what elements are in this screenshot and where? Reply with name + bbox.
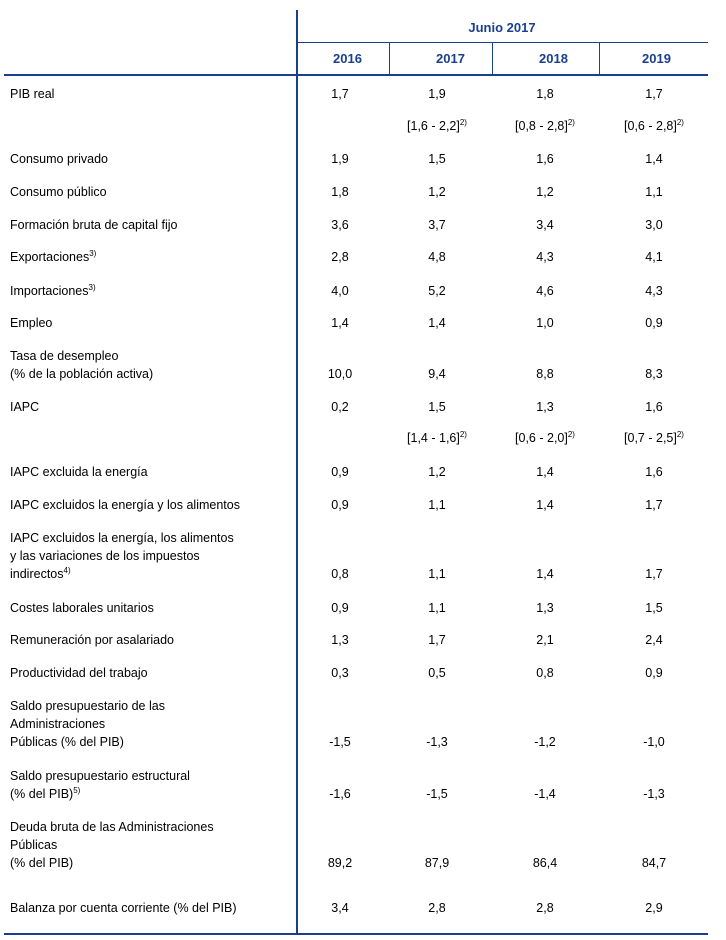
row-value: -1,0	[643, 735, 665, 749]
row-value: 0,9	[331, 498, 349, 512]
row-value: 89,2	[327, 856, 353, 870]
row-label: Públicas	[10, 838, 58, 852]
row-value: 1,4	[536, 567, 554, 581]
row-value: 0,9	[645, 666, 663, 680]
row-value: 1,6	[645, 465, 663, 479]
footnote-mark: 2)	[676, 429, 684, 439]
row-value: [1,6 - 2,2]$^{2)}$	[407, 117, 467, 133]
row-value: 2,8	[331, 250, 349, 264]
row-value: 86,4	[532, 856, 558, 870]
row-label: Costes laborales unitarios	[10, 601, 154, 615]
row-value: 1,1	[428, 498, 446, 512]
row-value: 3,4	[331, 901, 349, 915]
row-value: 0,9	[331, 601, 349, 615]
row-label: Remuneración por asalariado	[10, 633, 174, 647]
row-value: 8,3	[645, 367, 663, 381]
footnote-mark: 3)	[89, 248, 97, 258]
row-value: 87,9	[424, 856, 450, 870]
row-label: IAPC excluidos la energía y los alimentos	[10, 498, 240, 512]
row-value: 0,8	[536, 666, 554, 680]
row-label: (% de la población activa)	[10, 367, 154, 381]
footnote-mark: 2)	[567, 429, 575, 439]
row-value: 1,6	[645, 400, 663, 414]
row-value: 1,7	[645, 87, 663, 101]
year-header: 2016	[333, 50, 362, 66]
row-label: Exportaciones$^{3)}$	[10, 248, 97, 264]
footnote-mark: 3)	[88, 282, 96, 292]
row-value: 1,3	[536, 601, 554, 615]
row-value: 3,0	[645, 218, 663, 232]
row-value: 4,6	[536, 284, 554, 298]
row-value: 0,8	[331, 567, 349, 581]
row-value: 4,1	[645, 250, 663, 264]
row-value: 1,1	[428, 601, 446, 615]
row-value: 1,1	[428, 567, 446, 581]
row-value: 1,3	[331, 633, 349, 647]
year-header: 2019	[642, 50, 671, 66]
row-value: 2,4	[645, 633, 663, 647]
row-value: 4,3	[536, 250, 554, 264]
row-value: 1,9	[428, 87, 446, 101]
row-value: 1,1	[645, 185, 663, 199]
row-label: Importaciones$^{3)}$	[10, 282, 96, 298]
footnote-mark: 2)	[459, 429, 467, 439]
footnote-mark: 2)	[459, 117, 467, 127]
row-value: 1,4	[536, 498, 554, 512]
row-value: -1,3	[643, 787, 665, 801]
row-label: (% del PIB)	[10, 856, 74, 870]
row-value: -1,5	[426, 787, 448, 801]
row-label: IAPC excluidos la energía, los alimentos	[10, 531, 234, 545]
row-value: -1,3	[426, 735, 448, 749]
row-value: -1,5	[329, 735, 351, 749]
row-value: 1,6	[536, 152, 554, 166]
row-value: [0,7 - 2,5]$^{2)}$	[624, 429, 684, 445]
row-value: 4,0	[331, 284, 349, 298]
row-value: 1,8	[331, 185, 349, 199]
row-label: Productividad del trabajo	[10, 666, 148, 680]
row-value: 4,8	[428, 250, 446, 264]
row-label: Consumo privado	[10, 152, 108, 166]
footnote-mark: 4)	[63, 565, 71, 575]
row-value: 3,4	[536, 218, 554, 232]
row-value: 1,2	[428, 185, 446, 199]
row-label: Saldo presupuestario de las	[10, 699, 165, 713]
row-label: (% del PIB)$^{5)}$	[10, 785, 81, 801]
group-title: Junio 2017	[468, 19, 536, 35]
row-value: 1,7	[331, 87, 349, 101]
row-label: indirectos$^{4)}$	[10, 565, 71, 581]
row-label: Deuda bruta de las Administraciones	[10, 820, 214, 834]
row-value: 4,3	[645, 284, 663, 298]
row-value: 8,8	[536, 367, 554, 381]
row-label: y las variaciones de los impuestos	[10, 549, 200, 563]
row-value: [1,4 - 1,6]$^{2)}$	[407, 429, 467, 445]
row-label: Empleo	[10, 316, 53, 330]
row-value: [0,6 - 2,8]$^{2)}$	[624, 117, 684, 133]
row-value: 84,7	[641, 856, 667, 870]
year-header-row	[296, 42, 708, 74]
row-value: 0,9	[645, 316, 663, 330]
row-label: Formación bruta de capital fijo	[10, 218, 178, 232]
row-value: 1,4	[428, 316, 446, 330]
row-value: 3,7	[428, 218, 446, 232]
row-value: 1,5	[428, 400, 446, 414]
row-label: IAPC excluida la energía	[10, 465, 148, 479]
row-value: 1,7	[645, 498, 663, 512]
row-value: [0,8 - 2,8]$^{2)}$	[515, 117, 575, 133]
row-value: -1,2	[534, 735, 556, 749]
row-label: Saldo presupuestario estructural	[10, 769, 190, 783]
row-value: 0,2	[331, 400, 349, 414]
row-label: Tasa de desempleo	[10, 349, 119, 363]
year-header: 2017	[436, 50, 465, 66]
year-header: 2018	[539, 50, 568, 66]
row-value: -1,6	[329, 787, 351, 801]
row-label: Públicas (% del PIB)	[10, 735, 124, 749]
row-value: 5,2	[428, 284, 446, 298]
row-value: [0,6 - 2,0]$^{2)}$	[515, 429, 575, 445]
row-value: 1,5	[428, 152, 446, 166]
row-value: 1,7	[428, 633, 446, 647]
row-value: 1,2	[428, 465, 446, 479]
row-value: 2,1	[536, 633, 554, 647]
row-value: 2,8	[536, 901, 554, 915]
row-value: 1,7	[645, 567, 663, 581]
column-divider	[296, 10, 298, 934]
footnote-mark: 2)	[567, 117, 575, 127]
row-value: 1,3	[536, 400, 554, 414]
row-value: 1,4	[536, 465, 554, 479]
row-value: 1,2	[536, 185, 554, 199]
row-label: Balanza por cuenta corriente (% del PIB)	[10, 901, 237, 915]
row-value: 1,4	[331, 316, 349, 330]
row-value: 1,8	[536, 87, 554, 101]
row-value: 3,6	[331, 218, 349, 232]
row-label: PIB real	[10, 87, 55, 101]
footnote-mark: 5)	[73, 785, 81, 795]
row-label: IAPC	[10, 400, 40, 414]
row-value: 0,3	[331, 666, 349, 680]
row-value: 0,9	[331, 465, 349, 479]
row-value: 1,5	[645, 601, 663, 615]
row-value: 2,9	[645, 901, 663, 915]
row-value: 2,8	[428, 901, 446, 915]
row-value: 1,0	[536, 316, 554, 330]
row-label: Administraciones	[10, 717, 106, 731]
row-value: 1,4	[645, 152, 663, 166]
row-value: -1,4	[534, 787, 556, 801]
row-value: 1,9	[331, 152, 349, 166]
row-label: Consumo público	[10, 185, 107, 199]
row-value: 9,4	[428, 367, 446, 381]
header-rule	[4, 74, 708, 76]
row-value: 10,0	[327, 367, 353, 381]
table-bottom-rule	[4, 933, 708, 935]
row-value: 0,5	[428, 666, 446, 680]
footnote-mark: 2)	[676, 117, 684, 127]
